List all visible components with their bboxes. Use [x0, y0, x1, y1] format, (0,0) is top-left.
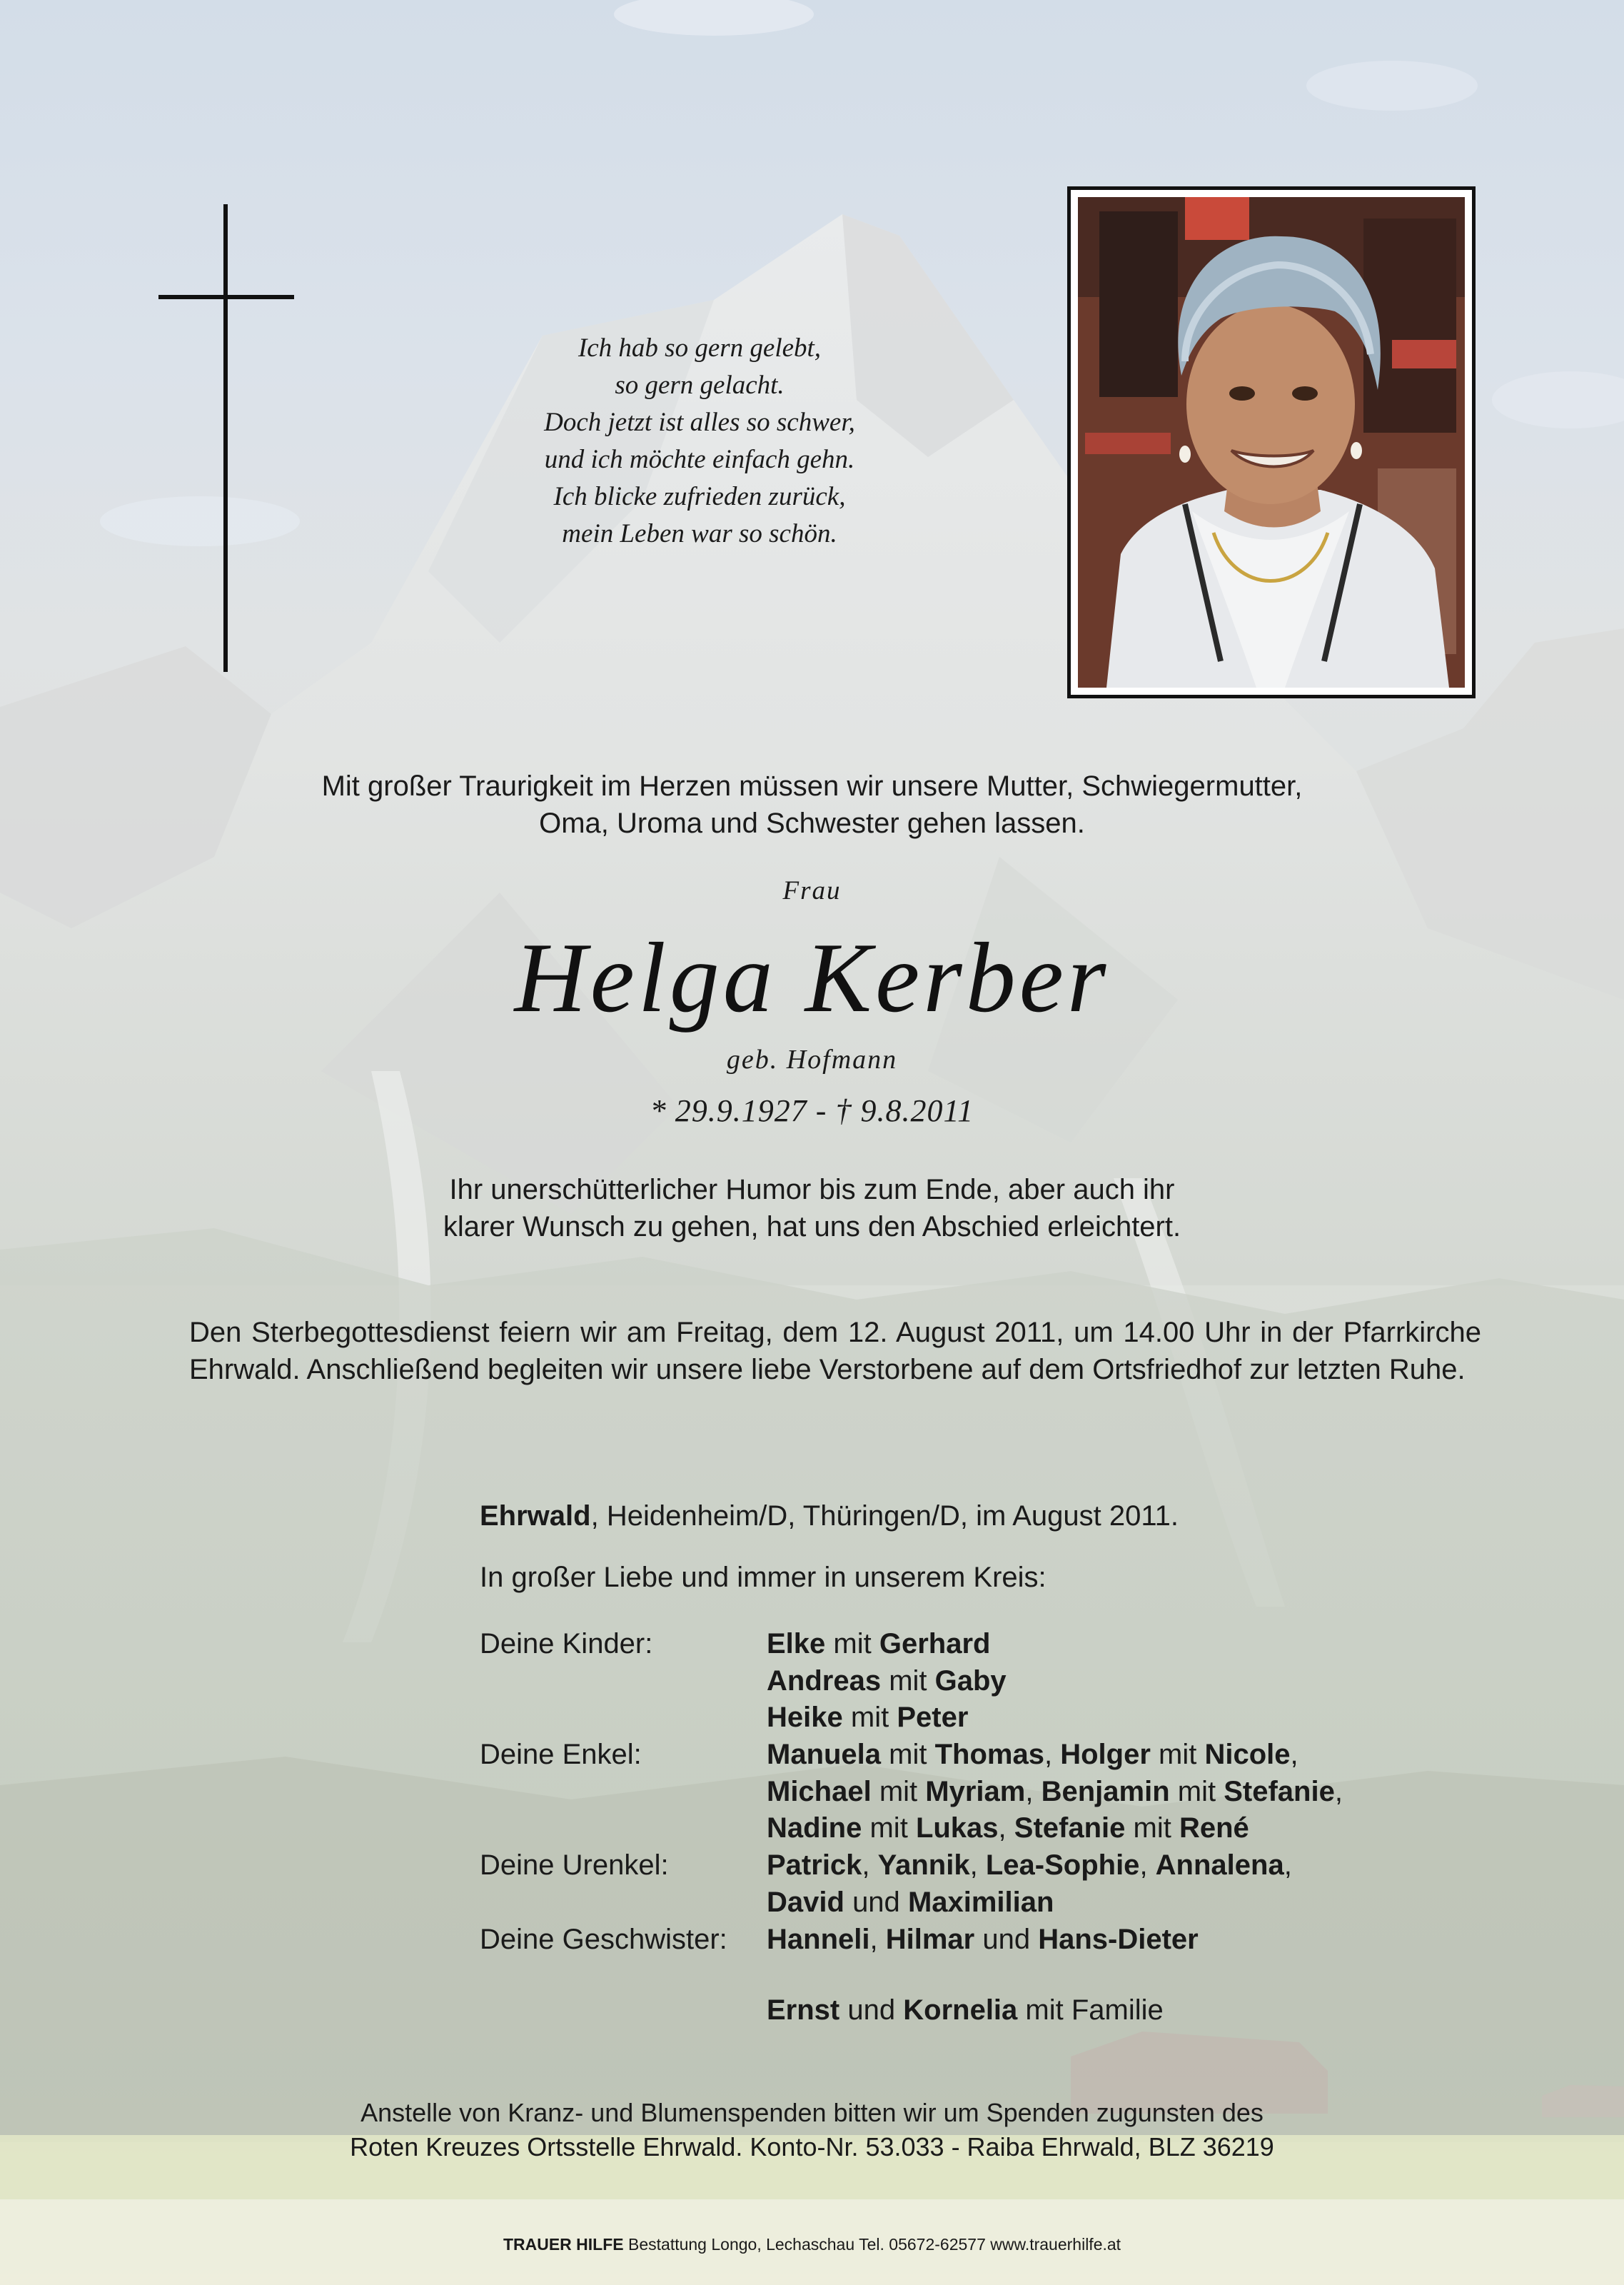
family-name: Andreas: [767, 1664, 882, 1697]
footer-imprint: [0, 2234, 1624, 2255]
family-name: Nadine: [767, 1812, 862, 1844]
family-name: René: [1179, 1812, 1249, 1844]
family-name: Lea-Sophie: [985, 1849, 1140, 1882]
humor-line: Ihr unerschütterlicher Humor bis zum Ende, aber auch ihr: [449, 1174, 1175, 1205]
connector: mit: [1177, 1775, 1216, 1807]
place-date-line: [480, 1497, 1179, 1535]
service-announcement: Den Sterbegottesdienst feiern wir am Freitag, dem 12. August 2011, um 14.00 Uhr in der Pfarrkirche Ehrwald. Anschließend begleiten wir unsere liebe Verstorbene auf dem Ortsfriedhof zur letzten Ruhe.: [189, 1317, 1481, 1385]
family-name: Stefanie: [1224, 1775, 1335, 1807]
great-grandchildren-label: Deine Urenkel:: [480, 1849, 669, 1882]
family-name: Lukas: [915, 1812, 999, 1844]
family-name: Hilmar: [885, 1923, 975, 1955]
portrait-photo: [1078, 197, 1465, 688]
family-name: Myriam: [925, 1775, 1026, 1807]
footer-text: Bestattung Longo, Lechaschau Tel. 05672-62577 www.trauerhilfe.at: [623, 2235, 1121, 2254]
connector: mit: [889, 1739, 927, 1771]
connector: und: [847, 1994, 896, 2027]
grandchildren-label: Deine Enkel:: [480, 1739, 642, 1771]
poem-line: so gern gelacht.: [615, 371, 785, 400]
intro-text: [0, 768, 1624, 842]
family-name: Heike: [767, 1702, 843, 1734]
intro-line: Mit großer Traurigkeit im Herzen müssen wir unsere Mutter, Schwiegermutter,: [321, 770, 1303, 802]
life-dates: * 29.9.1927 - † 9.8.2011: [650, 1093, 974, 1128]
portrait-frame: [1067, 186, 1476, 698]
family-name: Elke: [767, 1628, 826, 1659]
poem: [443, 330, 957, 553]
poem-line: und ich möchte einfach gehn.: [544, 445, 855, 474]
family-name: Kornelia: [903, 1994, 1018, 2027]
family-name: Yannik: [877, 1849, 970, 1882]
family-name: Hanneli: [767, 1923, 870, 1955]
love-line: In großer Liebe und immer in unserem Kreis:: [480, 1562, 1046, 1593]
connector: mit: [833, 1628, 872, 1659]
cross-icon: [223, 204, 228, 672]
connector: mit: [869, 1812, 908, 1844]
birth-name: geb. Hofmann: [726, 1045, 898, 1075]
children-label: Deine Kinder:: [480, 1628, 653, 1659]
donation-line: Roten Kreuzes Ortsstelle Ehrwald. Konto-Nr. 53.033 - Raiba Ehrwald, BLZ 36219: [350, 2132, 1274, 2161]
family-name: Holger: [1060, 1739, 1151, 1771]
family-name: Gerhard: [879, 1628, 991, 1659]
poem-line: Ich hab so gern gelebt,: [578, 333, 822, 363]
poem-line: Ich blicke zufrieden zurück,: [553, 482, 846, 511]
donation-note: [0, 2096, 1624, 2164]
connector: und: [982, 1923, 1031, 1955]
deceased-name: Helga Kerber: [514, 923, 1110, 1033]
connector: mit: [1133, 1812, 1171, 1844]
family-name: Stefanie: [1014, 1812, 1126, 1844]
place-town: Ehrwald: [480, 1500, 591, 1532]
place-rest: , Heidenheim/D, Thüringen/D, im August 2011.: [590, 1500, 1179, 1532]
obituary-page: Ich hab so gern gelebt, so gern gelacht. Doch jetzt ist alles so schwer, und ich möchte einfach gehn. Ich blicke zufrieden zurück, mein Leben war so schön. Mit großer Traurigkeit im Herzen müssen wir unsere Mutter, Schwiegermutter, Oma, Uroma und Schwester gehen lassen. Frau Helga Kerber geb. Hofmann * 29.9.1927 - † 9.8.2011 Ihr unerschütterlicher Humor bis zum Ende, aber auch ihr klarer Wunsch zu gehen, hat uns den Abschied erleichtert. Den Sterbegottesdienst feiern wir am Freitag, dem 12. August 2011, um 14.00 Uhr in der Pfarrkirche Ehrwald. Anschließend begleiten wir unsere liebe Verstorbene auf dem Ortsfriedhof zur letzten Ruhe. Ehrwald, Heidenheim/D, Thüringen/D, im August 2011. In großer Liebe und immer in unserem Kreis: Deine Kinder: Elke mit Gerhard Andreas mit Gaby Heike mit Peter Deine Enkel: Manuela mit Thomas, Holger mit Nicole, Michael mit Myriam, Benjamin mit Stefanie, Nadine mit Lukas, Stefanie mit René Deine Urenkel: Patrick, Yannik, Lea-Sophie, Annalena, David und Maximilian Deine Geschwister: Hanneli, Hilmar und Hans-Dieter Ernst und Kornelia mit Familie Anstelle von Kranz- und Blumenspenden bitten wir um Spenden zugunsten des Roten Kreuzes Ortsstelle Ehrwald. Konto-Nr. 53.033 - Raiba Ehrwald, BLZ 36219 TRAUER HILFE Bestattung Longo, Lechaschau Tel. 05672-62577 www.trauerhilfe.at: [0, 0, 1624, 2285]
siblings-label: Deine Geschwister:: [480, 1923, 727, 1955]
family-name: Nicole: [1204, 1739, 1291, 1771]
connector: mit: [850, 1702, 889, 1734]
family-name: David: [767, 1886, 844, 1918]
connector: mit: [879, 1775, 918, 1807]
poem-line: mein Leben war so schön.: [562, 519, 837, 548]
connector: mit: [889, 1664, 927, 1697]
intro-line: Oma, Uroma und Schwester gehen lassen.: [539, 808, 1085, 839]
family-name: Gaby: [934, 1664, 1007, 1697]
humor-line: klarer Wunsch zu gehen, hat uns den Abschied erleichtert.: [443, 1211, 1181, 1242]
connector: und: [852, 1886, 900, 1918]
poem-line: Doch jetzt ist alles so schwer,: [544, 408, 855, 437]
family-name: Maximilian: [907, 1886, 1054, 1918]
family-name: Annalena: [1155, 1849, 1284, 1882]
donation-line: Anstelle von Kranz- und Blumenspenden bitten wir um Spenden zugunsten des: [360, 2098, 1264, 2127]
family-name: Peter: [897, 1702, 969, 1734]
family-name: Manuela: [767, 1739, 882, 1771]
family-name: Benjamin: [1041, 1775, 1170, 1807]
family-name: Hans-Dieter: [1038, 1923, 1199, 1955]
humor-text: [0, 1171, 1624, 1245]
cross-icon-bar: [158, 295, 294, 299]
family-name: Thomas: [934, 1739, 1044, 1771]
footer-brand: TRAUER HILFE: [503, 2235, 624, 2254]
family-name: Ernst: [767, 1994, 840, 2027]
family-name: Patrick: [767, 1849, 862, 1882]
title-frau: Frau: [782, 876, 842, 905]
connector: mit Familie: [1025, 1994, 1164, 2027]
connector: mit: [1159, 1739, 1197, 1771]
family-name: Michael: [767, 1775, 872, 1807]
